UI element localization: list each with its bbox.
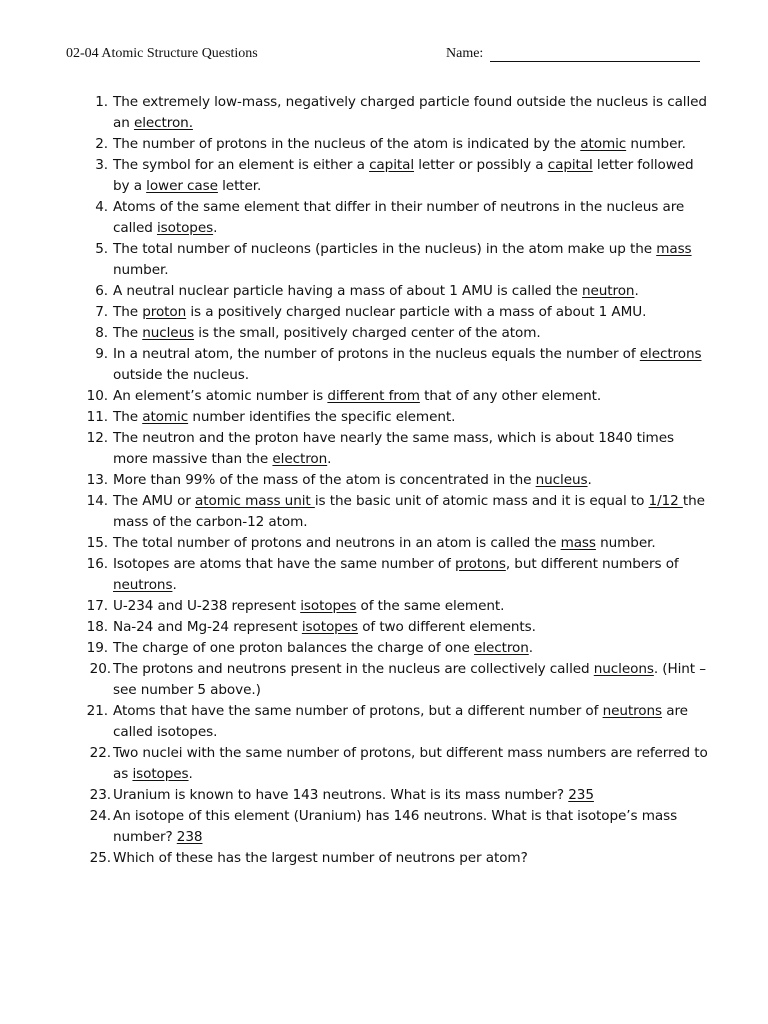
question-number: 21. bbox=[86, 703, 108, 719]
answer-text: lower case bbox=[146, 178, 218, 194]
question-number: 7. bbox=[95, 304, 108, 320]
answer-text: capital bbox=[369, 157, 415, 173]
question-number: 19. bbox=[86, 640, 108, 656]
question-item bbox=[78, 554, 708, 596]
answer-text: proton bbox=[142, 304, 187, 320]
worksheet-header bbox=[66, 46, 706, 66]
question-text: An isotope of this element (Uranium) has 146 neutrons. What is that isotope’s mass number? bbox=[113, 808, 678, 845]
answer-text: isotopes bbox=[132, 766, 189, 782]
question-text: The neutron and the proton have nearly the same mass, which is about 1840 times more massive than the bbox=[113, 430, 674, 467]
question-number: 4. bbox=[95, 199, 108, 215]
question-text: outside the nucleus. bbox=[113, 367, 249, 383]
question-text: More than 99% of the mass of the atom is concentrated in the bbox=[113, 472, 536, 488]
question-text: . bbox=[188, 766, 193, 782]
question-text: number. bbox=[595, 535, 656, 551]
answer-text: 235 bbox=[568, 787, 594, 803]
answer-text: neutrons bbox=[113, 577, 173, 593]
question-text: An element’s atomic number is bbox=[113, 388, 328, 404]
question-text: U-234 and U-238 represent bbox=[113, 598, 301, 614]
question-text: is the small, positively charged center of the atom. bbox=[194, 325, 541, 341]
question-item bbox=[78, 92, 708, 134]
question-text: . bbox=[327, 451, 332, 467]
question-number: 15. bbox=[86, 535, 108, 551]
question-number: 25. bbox=[89, 850, 111, 866]
question-text: The symbol for an element is either a bbox=[113, 157, 370, 173]
question-text: . bbox=[528, 640, 533, 656]
question-item bbox=[78, 386, 708, 407]
question-number: 9. bbox=[95, 346, 108, 362]
question-text: The protons and neutrons present in the nucleus are collectively called bbox=[113, 661, 594, 677]
answer-text: isotopes bbox=[301, 619, 358, 635]
question-item bbox=[78, 302, 708, 323]
question-text: Two nuclei with the same number of protons, but different mass numbers are referred to as bbox=[113, 745, 708, 782]
question-text: that of any other element. bbox=[419, 388, 602, 404]
question-text: is the basic unit of atomic mass and it is equal to bbox=[314, 493, 649, 509]
answer-text: nucleus bbox=[535, 472, 588, 488]
question-number: 12. bbox=[86, 430, 108, 446]
question-text: The bbox=[113, 409, 143, 425]
answer-text: atomic bbox=[580, 136, 627, 152]
question-item bbox=[78, 470, 708, 491]
question-text: Atoms that have the same number of protons, but a different number of bbox=[113, 703, 603, 719]
question-number: 13. bbox=[86, 472, 108, 488]
question-item bbox=[78, 197, 708, 239]
question-number: 22. bbox=[89, 745, 111, 761]
answer-text: electron bbox=[272, 451, 328, 467]
question-number: 24. bbox=[89, 808, 111, 824]
question-text: Atoms of the same element that differ in their number of neutrons in the nucleus are called bbox=[113, 199, 685, 236]
question-item bbox=[78, 533, 708, 554]
question-text: The charge of one proton balances the charge of one bbox=[113, 640, 475, 656]
question-item bbox=[78, 617, 708, 638]
question-text: of two different elements. bbox=[357, 619, 536, 635]
question-item bbox=[78, 155, 708, 197]
question-item bbox=[78, 596, 708, 617]
question-number: 14. bbox=[86, 493, 108, 509]
answer-text: 1/12 bbox=[648, 493, 683, 509]
question-text: the mass of the carbon-12 atom. bbox=[113, 493, 705, 530]
answer-text: 238 bbox=[176, 829, 203, 845]
question-text: . (Hint – see number 5 above.) bbox=[113, 661, 706, 698]
question-text: letter or possibly a bbox=[414, 157, 548, 173]
answer-text: different from bbox=[327, 388, 420, 404]
answer-text: atomic bbox=[142, 409, 189, 425]
question-text: . bbox=[213, 220, 218, 236]
question-text: Na-24 and Mg-24 represent bbox=[113, 619, 302, 635]
question-item bbox=[78, 806, 708, 848]
question-number: 17. bbox=[86, 598, 108, 614]
question-text: The total number of protons and neutrons in an atom is called the bbox=[113, 535, 561, 551]
question-number: 5. bbox=[95, 241, 108, 257]
question-text: The extremely low-mass, negatively charged particle found outside the nucleus is called an bbox=[113, 94, 707, 131]
answer-text: nucleus bbox=[142, 325, 195, 341]
question-number: 8. bbox=[95, 325, 108, 341]
question-item bbox=[78, 239, 708, 281]
question-item bbox=[78, 407, 708, 428]
question-item bbox=[78, 638, 708, 659]
answer-text: isotopes bbox=[300, 598, 357, 614]
question-number: 11. bbox=[86, 409, 108, 425]
question-text: number. bbox=[626, 136, 686, 152]
question-text: Which of these has the largest number of neutrons per atom? bbox=[113, 850, 528, 866]
answer-text: protons bbox=[454, 556, 506, 572]
answer-text: mass bbox=[560, 535, 596, 551]
question-number: 10. bbox=[86, 388, 108, 404]
question-number: 23. bbox=[89, 787, 111, 803]
name-blank-line[interactable] bbox=[490, 61, 700, 62]
question-text: . bbox=[172, 577, 177, 593]
answer-text: mass bbox=[656, 241, 692, 257]
answer-text: neutrons bbox=[602, 703, 662, 719]
answer-text: neutron bbox=[582, 283, 635, 299]
question-text: A neutral nuclear particle having a mass of about 1 AMU is called the bbox=[113, 283, 582, 299]
question-text: . bbox=[634, 283, 639, 299]
question-number: 1. bbox=[95, 94, 108, 110]
question-text: . bbox=[587, 472, 592, 488]
question-text: number. bbox=[113, 262, 169, 278]
question-item bbox=[78, 848, 708, 869]
question-text: The number of protons in the nucleus of the atom is indicated by the bbox=[113, 136, 581, 152]
question-text: The AMU or bbox=[113, 493, 196, 509]
answer-text: electron bbox=[474, 640, 529, 656]
question-number: 18. bbox=[86, 619, 108, 635]
question-text: The bbox=[113, 304, 143, 320]
worksheet-title: 02-04 Atomic Structure Questions bbox=[66, 46, 258, 61]
question-list bbox=[78, 92, 708, 869]
answer-text: isotopes bbox=[156, 220, 214, 236]
question-item bbox=[78, 785, 708, 806]
question-item bbox=[78, 743, 708, 785]
question-text: , but different numbers of bbox=[505, 556, 679, 572]
question-number: 16. bbox=[86, 556, 108, 572]
question-text: The bbox=[113, 325, 143, 341]
question-item bbox=[78, 701, 708, 743]
question-text: are called isotopes. bbox=[113, 703, 688, 740]
question-item bbox=[78, 659, 708, 701]
question-number: 2. bbox=[95, 136, 108, 152]
question-text: letter followed by a bbox=[113, 157, 694, 194]
question-item bbox=[78, 281, 708, 302]
question-item bbox=[78, 344, 708, 386]
question-number: 3. bbox=[95, 157, 108, 173]
answer-text: atomic mass unit bbox=[195, 493, 315, 509]
question-text: In a neutral atom, the number of protons in the nucleus equals the number of bbox=[113, 346, 640, 362]
question-number: 6. bbox=[95, 283, 108, 299]
question-text: Uranium is known to have 143 neutrons. What is its mass number? bbox=[113, 787, 569, 803]
question-item bbox=[78, 323, 708, 344]
question-item bbox=[78, 428, 708, 470]
answer-text: nucleons bbox=[593, 661, 654, 677]
answer-text: electron. bbox=[133, 115, 193, 131]
question-text: is a positively charged nuclear particle with a mass of about 1 AMU. bbox=[186, 304, 647, 320]
question-text: of the same element. bbox=[356, 598, 505, 614]
question-item bbox=[78, 491, 708, 533]
question-text: Isotopes are atoms that have the same number of bbox=[113, 556, 455, 572]
name-label: Name: bbox=[446, 46, 484, 61]
question-text: letter. bbox=[217, 178, 262, 194]
answer-text: capital bbox=[547, 157, 593, 173]
question-text: number identifies the specific element. bbox=[188, 409, 456, 425]
question-item bbox=[78, 134, 708, 155]
answer-text: electrons bbox=[639, 346, 702, 362]
question-number: 20. bbox=[89, 661, 111, 677]
question-text: The total number of nucleons (particles in the nucleus) in the atom make up the bbox=[113, 241, 657, 257]
